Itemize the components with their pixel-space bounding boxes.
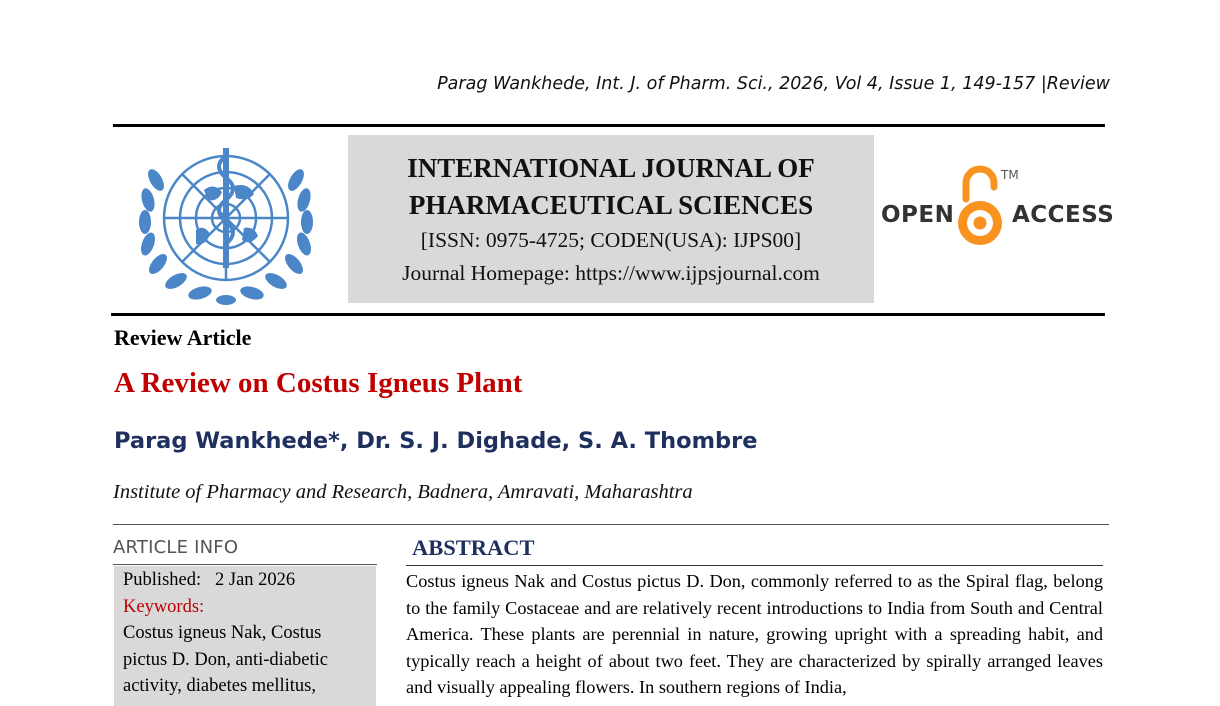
article-info-heading: ARTICLE INFO [113, 537, 239, 558]
article-info-rule [113, 564, 377, 565]
journal-homepage: Journal Homepage: https://www.ijpsjournal.com [402, 261, 820, 285]
open-access-lock-icon [954, 165, 1006, 251]
article-info-box [114, 566, 376, 706]
journal-masthead [348, 135, 874, 303]
keywords-label: Keywords: [123, 596, 205, 617]
abstract-heading: ABSTRACT [412, 535, 535, 560]
open-access-access-text: ACCESS [1012, 202, 1115, 228]
journal-title-line1: INTERNATIONAL JOURNAL OF [407, 153, 815, 183]
open-access-open-text: OPEN [881, 202, 955, 228]
section-divider [113, 524, 1109, 525]
article-title: A Review on Costus Igneus Plant [114, 367, 523, 399]
abstract-text: Costus igneus Nak and Costus pictus D. Don, commonly referred to as the Spiral flag, belong to the family Costaceae and are relatively recent introductions to India from South and Central America. These plants are perennial in nature, growing upright with a spreading habit, and typically reach a height of about two feet. They are characterized by spirally arranged leaves and visually appealing flowers. In southern regions of India, [406, 571, 1103, 697]
running-head: Parag Wankhede, Int. J. of Pharm. Sci., 2026, Vol 4, Issue 1, 149-157 |Review [437, 74, 1110, 94]
un-emblem-icon [126, 138, 326, 306]
article-type: Review Article [114, 325, 252, 350]
open-access-logo [880, 165, 1115, 255]
open-access-tm: TM [1001, 168, 1019, 182]
published-date: Published: 2 Jan 2026 [123, 570, 296, 590]
journal-title-line2: PHARMACEUTICAL SCIENCES [408, 190, 814, 220]
article-affiliation: Institute of Pharmacy and Research, Badnera, Amravati, Maharashtra [113, 481, 693, 503]
journal-issn: [ISSN: 0975-4725; CODEN(USA): IJPS00] [420, 228, 802, 252]
article-authors: Parag Wankhede*, Dr. S. J. Dighade, S. A. Thombre [114, 428, 758, 454]
header-rule-bottom [111, 313, 1105, 316]
abstract-rule [406, 565, 1103, 566]
header-rule-top [113, 124, 1105, 127]
keywords-list: Costus igneus Nak, Costus pictus D. Don, anti-diabetic activity, diabetes mellitus, [123, 623, 328, 696]
